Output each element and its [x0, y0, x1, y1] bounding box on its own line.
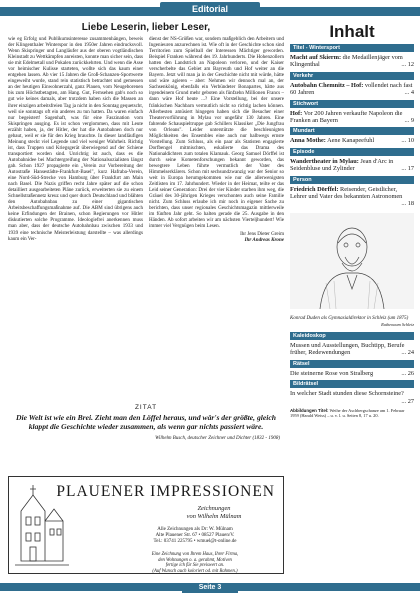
category-label: Bildrätsel	[290, 380, 414, 388]
entry-page: ... 27	[401, 397, 414, 405]
section-mundart	[290, 127, 414, 144]
category-label: Kaleidoskop	[290, 332, 414, 340]
editorial-letter	[8, 20, 284, 388]
entry-title: Autobahn Chemnitz – Hof:	[290, 81, 364, 89]
section-raetsel	[290, 360, 414, 377]
entry-text: In welcher Stadt stunden diese Schornsteine?	[290, 390, 404, 398]
entry-page: ... 9	[404, 117, 414, 125]
category-label: Rätsel	[290, 360, 414, 368]
letter-column-1	[8, 36, 143, 388]
section-verkehr	[290, 72, 414, 97]
caption-text: Konrad Duden als Gymnasialdirektor in Schleiz (um 1875)	[290, 315, 409, 321]
entry-text: Mussen und Ausstellungen, Buchtipp, Berufe früher, Redewendungen	[290, 341, 405, 357]
toc-entry[interactable]	[290, 110, 414, 125]
toc-entry[interactable]	[290, 82, 414, 97]
entry-page: ... 17	[401, 165, 414, 173]
quote-source: Wilhelm Busch, deutscher Zeichner und Dichter (1832 - 1908)	[155, 436, 280, 441]
ad-addr-line-1: Alle Zeichnungen als Dr: W. Mülnam	[157, 527, 233, 532]
entry-page: ... 26	[401, 369, 414, 377]
toc-entry[interactable]	[290, 186, 414, 208]
toc-entry[interactable]	[290, 390, 414, 405]
toc-entry[interactable]	[290, 370, 414, 377]
entry-text: Vor 200 Jahren verkaufte Napoleon die Franken an Bayern	[290, 109, 403, 125]
ad-offer-line-3: fertige ich für Sie preiswert an.	[165, 563, 225, 569]
section-person	[290, 176, 414, 208]
quote-box	[8, 404, 284, 472]
ad-offer-line-1: Eine Zeichnung von Ihrem Haus, Ihrer Firma,	[151, 552, 239, 557]
section-titel	[290, 44, 414, 69]
entry-page: ... 10	[401, 137, 414, 145]
ad-offer-line-2: den Wohnungen o. a. gerahmt, Motiven	[158, 557, 232, 563]
section-stichwort	[290, 100, 414, 125]
entry-page: ... 12	[401, 61, 414, 69]
footnote-text: Weihe der Aschbergschanze am 1. Februar 1959 (Harald Weiss) – u. v. l. u. Seiten 8, 17 u. 20.	[290, 407, 405, 419]
entry-title: Hof:	[290, 109, 303, 117]
section-episode	[290, 148, 414, 173]
image-credits	[290, 408, 414, 419]
ad-sub-line-2: von Wilhelm Mülnam	[186, 512, 242, 520]
entry-title: Anna Mothe:	[290, 137, 326, 145]
ad-addr-line-2: Alte Plauener Str. 67 • 08527 Plauen/V.	[155, 533, 235, 538]
portrait-caption	[290, 316, 414, 328]
entry-page: ... 4	[404, 89, 414, 97]
entry-page: ... 24	[401, 349, 414, 357]
entry-text: Reisender, Geistlicher, Lehrer und Vater des bekannten Astronomen	[290, 185, 403, 201]
ad-offer	[109, 552, 281, 574]
plauener-impressionen-ad	[8, 476, 284, 574]
entry-title: Wandertheater in Mylau:	[290, 157, 359, 165]
editorial-header	[0, 0, 420, 16]
entry-text: Jean d'Arc in Seidenbluse und Zylinder	[290, 157, 394, 173]
letter-text-1: wie eg Erfolg und Publikumsinteresse zusammenhängen, beweis der Klingenthaler Winterspor in den 1950er Jahren eindrucksvoll. Wenn Skispringer und Langläufer aus der oberen vogtländischen Kleinstadt zu Wettkämpfen anreisten, konnte man sicher sein, dass sie mit Edelmetall und Pokalen zurückkehrten. Und wenn die Asse vor heimischer Kulisse starteten, wollte sich das kaum einer entgehen lassen. Ab vier 15 Jahren die Groß-Schanzen-Sportwerte eingeweiht wurde, stand rein statistisch betrachtet und gemessen an der heutigen Einwohnerzahl, ganz Plauen, vom Neugeborenen bis zum Höchstbetagten, am Hang. Gut, Fernsehen gab's noch so gut wie keines damals, aber trotzdem haben sich die Massen an ihrer einzigen arbeitsfreien Tag ja nicht in den Sonntag gequetscht, weil sie sonntags oft ein anderes zu tun hatten. Da waren einfach nur begeistert! Sagenhaft, was für eine Faszination vom Skispringen ausging. Es ist schon verglommen, dass mit Leute erzählt haben, ja, der Hitler, der hat die Autobahnen doch nur gebaut, weil er sie für den Krieg brauchte. In dieser landläufigen Meinung steckt viel Legende und viel weniger Wahrheit. Richtig ist, dass Truppen und Kriegsgerät überwiegend auf der Schiene transportiert worden sind. Unrichtig ist auch, dass es die Autobahnidee bei Machtergreifung der Nationalsozialisten längst gab. Schon 1927 propagierte ein „Verein zur Vorbereitung der Autostraße Hansestädte-Frankfurt-Basel", kurz Hafraba-Verein, eine Nord-Süd-Strecke von Hamburg über Frankfurt am Main nach Basel. Die Nazis griffen recht Jahre später auf die schon detailliert ausgearbeiteten Pläne zurück, erweiterten sie zu einem Schnellstraßennetz kreuz und quer durch Deutschland und blähten den Autobahnbau zu einer gigantischen Arbeitsbeschaffungsmaßnahme auf. Die ABM sind übrigens auch keine Erfindungen der Brainen, schon Regierungen vor Hitler diskutierten solche Programme. Ideologiefrei anerkennen muss man aber, dass der deutsche Autobahnbau zwischen 1933 und 1939 eine technische Meisterleistung darstellte – was allerdings kaum ein Ver-	[8, 36, 143, 242]
category-label: Stichwort	[290, 100, 414, 108]
toc-entry[interactable]	[290, 54, 414, 69]
inhalt-title: Inhalt	[329, 22, 375, 41]
ad-offer-line-4: (Auf Wunsch auch koloriert od. mit Rahmen.)	[152, 568, 238, 574]
category-label: Person	[290, 176, 414, 184]
letter-heading: Liebe Leserin, lieber Leser,	[81, 22, 211, 33]
portrait-image	[290, 213, 414, 309]
entry-page: ... 18	[401, 200, 414, 208]
editorial-label: Editorial	[160, 2, 260, 16]
entry-title: Friedrich Dörffel:	[290, 185, 339, 193]
section-bildraetsel	[290, 380, 414, 405]
letter-signoff: Ihr Jens Dieter Greim	[240, 230, 284, 237]
toc-entry[interactable]	[290, 158, 414, 173]
category-label: Verkehr	[290, 72, 414, 80]
ad-subtitle	[149, 505, 279, 520]
section-kaleidoskop	[290, 332, 414, 357]
ad-brand: PLAUENER IMPRESSIONEN	[56, 483, 275, 500]
letter-columns	[8, 36, 284, 388]
letter-column-2	[149, 36, 284, 388]
footnote-label: Abbildungen Titel:	[290, 407, 329, 413]
entry-text: Die steinerne Rose von Stralberg	[290, 369, 374, 377]
ad-address	[109, 527, 281, 545]
category-label: Episode	[290, 148, 414, 156]
page-number: Seite 3	[182, 583, 238, 593]
quote-label: ZITAT	[134, 404, 158, 411]
toc-entry[interactable]	[290, 137, 414, 144]
entry-text: Aene Kanapeefuhl	[327, 137, 375, 145]
page-footer	[0, 583, 420, 594]
letter-author: Ihr Andreas Krone	[244, 236, 284, 243]
quote-text: Die Welt ist wie ein Brei. Zieht man den Löffel heraus, und wär's der größte, gleich klappt die Geschichte wieder zusammen, als wenn gar nichts passiert wäre.	[16, 413, 276, 431]
ad-addr-line-3: Tel.: 03741 225795 • wmuel@t-online.de	[153, 539, 237, 544]
category-label: Mundart	[290, 127, 414, 135]
letter-text-2: dienst der NS-Größen war, sondern maßgeblich den Arbeitern und Ingenieuren anzurechnen ist. Wie oft in der Geschichte schon sind Territorien zum Spielball der Interessen Mächtiger geworden. Beispiel Franken während des 19. Jahrhunderts. Die Hohenzollern hatten den Landstrich an Napoleon verloren, und der Kaiser verscherbelte das Gebiet am Bayreuth und Hof weiter an die Bayern. Jetzt will man ja in der Geschichte nicht mit würde, hätte und wäre agieren – aber: Nehmen wir dennoch mal an, der Sachsenkönig, ebenfalls ein Verbündeter Bonapartes, hätte aus irgendeinem Grund mehr geboten als fünfzehn Millionen Francs – dann wäre Hof heute ...? Eine Vorstellung, bei der unsere fränkischen Nachbarn vermutlich nicht so richtig lachen können. Allerbesten amüsiert hingegen haben sich die Besucher einer Theatervorführung in Mylau vor ungefähr 130 Jahren. Eine fahrende Schauspieltruppe gab Schillers Klassiker „Die Jungfrau von Orleans". Leider unterstützte die beschleunigten Möglichkeiten des Ensembles eine auch nur halbwegs ernste Vorstellung. Zum Schluss, als ein paar als Statisten engagierte Dorfbengel mitmischten, eskalierte das Drama des Nationaldichters zum totalen Klamauk. Georg Samuel Dörffel ist durch seine Kometenforschungen bekannt geworden, das bewegtere Leben führte vermutlich der Vater des Himmelserklärers. Schon mit sechsundzwanzig war der Senior so weit in Europa herumgekommen wie nur die allerwenigsten Zeitlisten im 17. Jahrhundert. Wieder in der Heimat, teilte er das Leid seiner Generation: Drei der vier Kinder starben ihm weg, die Gräuel des 30-jährigen Krieges verschonten auch seine Familie nicht. Zum Schluss erlaube ich mir noch in eigener Sache zu berichten, dass unser regionales Geschichtsmagazin mittlerweile im fünften Jahr geht. So halten gerade die 25. Ausgabe in den Händen. Ab sofort arbeiten wir am nächsten Vierteljhundert! Wie immer viel Vergnügen beim Lesen.	[149, 36, 284, 230]
entry-text: die Medaillenjäger vom Klingenthal	[290, 54, 403, 69]
category-label: Titel - Wintersport	[290, 44, 414, 52]
entry-text: vollendet nach fast 60 Jahren	[290, 81, 413, 97]
ad-sub-line-1: Zeichnungen	[197, 505, 231, 512]
caption-credit: Rathenaum Schleiz	[381, 321, 414, 327]
inhalt-sidebar	[290, 20, 414, 419]
entry-title: Macht auf Skierm:	[290, 54, 342, 61]
toc-entry[interactable]	[290, 342, 414, 357]
